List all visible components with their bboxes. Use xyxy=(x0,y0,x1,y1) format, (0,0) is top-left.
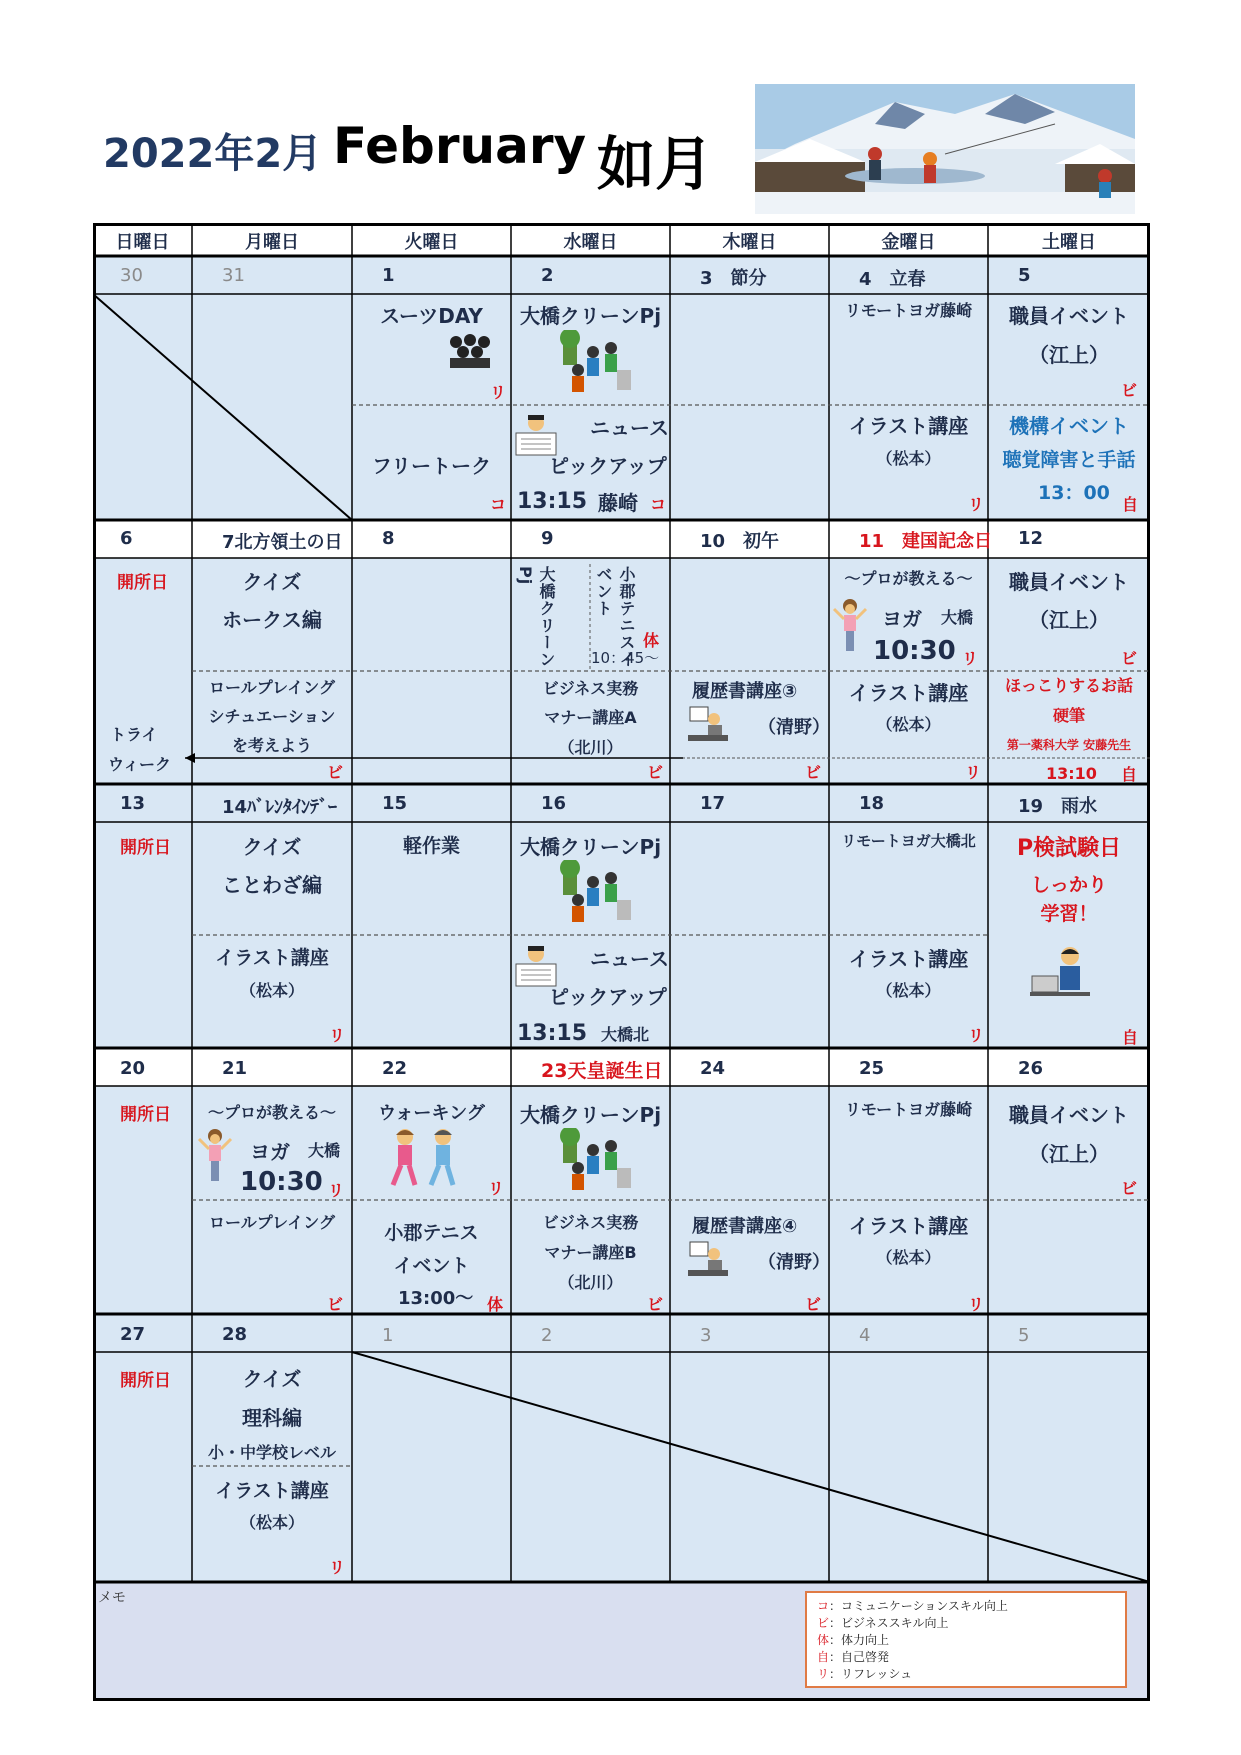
date-cell: 2 xyxy=(541,265,554,286)
event-time: 13:15 xyxy=(517,1021,588,1046)
event-instructor: （松本） xyxy=(876,1248,941,1267)
event-resume: 履歴書講座④ xyxy=(692,1216,798,1237)
mark-communication: コ xyxy=(650,495,667,514)
desk-worker-icon xyxy=(688,1240,728,1278)
date-cell: 30 xyxy=(120,265,143,286)
date-cell: 12 xyxy=(1018,528,1044,549)
event-ohashi-clean: 大橋クリーンPj xyxy=(519,835,662,859)
event-instructor: （清野） xyxy=(758,1252,830,1273)
open-day-label: 開所日 xyxy=(120,1371,171,1391)
title-year-month: 2022年2月 xyxy=(103,131,323,177)
mark-refresh: リ xyxy=(490,383,507,402)
date-cell: 20 xyxy=(120,1058,146,1079)
event-calligraphy: 硬筆 xyxy=(1052,706,1085,725)
mark-refresh: リ xyxy=(329,1558,346,1577)
event-time: 10:30 xyxy=(240,1167,323,1197)
event-remote-yoga: リモートヨガ藤崎 xyxy=(844,1100,973,1119)
title-english: February xyxy=(333,117,587,175)
event-roleplay: ロールプレイング xyxy=(209,1213,335,1232)
mark-business: ビ xyxy=(805,763,822,782)
mark-refresh: リ xyxy=(328,1181,345,1200)
weekday-tue: 火曜日 xyxy=(404,232,459,253)
event-yoga: ヨガ xyxy=(250,1140,290,1164)
event-quiz-topic: ことわざ編 xyxy=(222,873,322,897)
memo-label: メモ xyxy=(98,1590,126,1606)
desk-worker-icon xyxy=(688,705,728,743)
mark-business: ビ xyxy=(1121,381,1138,400)
event-staff: 職員イベント xyxy=(1009,304,1129,328)
date-cell: 2 xyxy=(541,1325,553,1346)
event-presenter: 大橋北 xyxy=(601,1025,650,1044)
event-org: 機構イベント xyxy=(1009,414,1129,438)
event-time: 13：00 xyxy=(1038,482,1110,504)
event-study-1: しっかり xyxy=(1030,874,1107,896)
date-cell: 21 xyxy=(222,1058,248,1079)
date-cell: 17 xyxy=(700,793,726,814)
date-cell: 25 xyxy=(859,1058,885,1079)
event-illustration: イラスト講座 xyxy=(848,1214,969,1238)
yoga-pose-icon xyxy=(832,597,868,653)
date-cell: 4 立春 xyxy=(859,269,926,290)
mark-business: ビ xyxy=(327,763,344,782)
date-cell: 24 xyxy=(700,1058,726,1079)
event-news: ニュース xyxy=(590,416,669,440)
event-illustration: イラスト講座 xyxy=(848,414,969,438)
event-instructor: （松本） xyxy=(239,981,304,1000)
event-time: 13:00～ xyxy=(398,1288,474,1309)
open-day-label: 開所日 xyxy=(120,838,171,858)
winter-scene-illustration xyxy=(755,84,1135,214)
mark-self-development: 自 xyxy=(1121,765,1138,784)
mark-refresh: リ xyxy=(968,495,985,514)
event-instructor: （松本） xyxy=(239,1513,304,1532)
mark-physical: 体 xyxy=(643,631,660,650)
event-roleplay-2: シチュエーション xyxy=(208,707,336,726)
event-instructor: （松本） xyxy=(876,715,941,734)
mark-refresh: リ xyxy=(962,649,979,668)
event-lecturer: 第一薬科大学 安藤先生 xyxy=(1006,738,1132,752)
date-cell: 15 xyxy=(382,793,408,814)
legend-item: 自：自己啓発 xyxy=(817,1650,890,1664)
event-pro-teaches: ～プロが教える～ xyxy=(207,1103,336,1122)
date-cell: 7北方領土の日 xyxy=(222,532,343,553)
date-cell: 5 xyxy=(1018,265,1031,286)
event-staff-name: （江上） xyxy=(1029,343,1109,367)
event-time: 13:10 xyxy=(1046,764,1097,783)
event-news: ニュース xyxy=(590,947,669,971)
legend-item: ビ：ビジネススキル向上 xyxy=(817,1616,949,1630)
event-tennis-2: イベント xyxy=(393,1255,470,1277)
laptop-study-icon xyxy=(1030,942,1092,1002)
event-ohashi-clean: 大橋クリーンPj xyxy=(519,1103,662,1127)
clean-activity-icon xyxy=(553,860,635,926)
weekday-thu: 木曜日 xyxy=(722,232,777,253)
date-cell: 27 xyxy=(120,1324,146,1345)
legend-item: コ：コミュニケーションスキル向上 xyxy=(817,1599,1008,1613)
event-staff-name: （江上） xyxy=(1029,1142,1109,1166)
date-cell: 9 xyxy=(541,528,554,549)
people-group-icon xyxy=(446,332,494,368)
date-cell: 3 xyxy=(700,1325,712,1346)
event-instructor: （北川） xyxy=(558,1273,623,1292)
event-ohashi-clean: 大橋クリーンPj xyxy=(519,304,662,328)
mark-business: ビ xyxy=(805,1295,822,1314)
mark-refresh: リ xyxy=(968,1295,985,1314)
event-quiz-topic: ホークス編 xyxy=(222,608,322,632)
weekday-sun: 日曜日 xyxy=(115,232,170,253)
event-walking: ウォーキング xyxy=(378,1103,485,1124)
date-cell: 19 雨水 xyxy=(1018,796,1098,817)
mark-business: ビ xyxy=(1121,1179,1138,1198)
date-cell: 10 初午 xyxy=(700,531,780,552)
date-cell: 26 xyxy=(1018,1058,1044,1079)
event-staff: 職員イベント xyxy=(1009,570,1129,594)
event-time: 10:30 xyxy=(873,636,956,666)
date-cell: 5 xyxy=(1018,1325,1030,1346)
weekday-sat: 土曜日 xyxy=(1042,232,1096,253)
trial-week-label-1: トライ xyxy=(110,725,158,744)
event-quiz: クイズ xyxy=(242,570,302,594)
event-remote-yoga: リモートヨガ大橋北 xyxy=(841,832,976,850)
clean-activity-icon xyxy=(553,1128,635,1194)
date-cell: 6 xyxy=(120,528,133,549)
clean-activity-icon xyxy=(553,330,635,396)
event-illustration: イラスト講座 xyxy=(848,681,969,705)
date-cell: 31 xyxy=(222,265,245,286)
event-manner-a: マナー講座A xyxy=(544,708,637,727)
mark-refresh: リ xyxy=(965,763,982,782)
date-cell-holiday: 11 建国記念日 xyxy=(859,531,993,552)
event-roleplay-3: を考えよう xyxy=(231,736,312,755)
event-suits-day: スーツDAY xyxy=(380,304,483,328)
mark-refresh: リ xyxy=(329,1026,346,1045)
weekday-fri: 金曜日 xyxy=(881,232,936,253)
event-illustration: イラスト講座 xyxy=(215,1480,329,1502)
event-staff: 職員イベント xyxy=(1009,1103,1129,1127)
event-illustration: イラスト講座 xyxy=(848,947,969,971)
trial-week-label-2: ウィーク xyxy=(108,755,172,774)
date-cell: 8 xyxy=(382,528,395,549)
mark-business: ビ xyxy=(327,1295,344,1314)
event-staff-name: （江上） xyxy=(1029,608,1109,632)
mark-physical: 体 xyxy=(487,1295,504,1314)
mark-self-development: 自 xyxy=(1122,1028,1139,1047)
event-instructor: （清野） xyxy=(758,717,830,738)
date-cell: 13 xyxy=(120,793,146,814)
event-sign-language: 聴覚障害と手話 xyxy=(1002,449,1136,471)
date-cell: 16 xyxy=(541,793,567,814)
event-remote-yoga: リモートヨガ藤崎 xyxy=(844,301,973,320)
date-cell: 1 xyxy=(382,1325,394,1346)
event-time: 10：45～ xyxy=(591,649,660,667)
event-quiz-level: 小・中学校レベル xyxy=(207,1443,336,1462)
date-cell: 1 xyxy=(382,265,395,286)
date-cell: 28 xyxy=(222,1324,248,1345)
yoga-pose-icon xyxy=(197,1127,233,1183)
open-day-label: 開所日 xyxy=(117,573,168,593)
event-location: 大橋 xyxy=(941,608,974,627)
event-presenter: 藤崎 xyxy=(598,491,638,515)
mark-refresh: リ xyxy=(488,1179,505,1198)
event-illustration: イラスト講座 xyxy=(215,947,329,969)
event-instructor: （北川） xyxy=(558,738,623,757)
event-instructor: （松本） xyxy=(876,981,941,1000)
event-ohashi-clean-vertical: 大橋クリーンPj xyxy=(516,566,556,668)
date-cell: 3 節分 xyxy=(700,268,767,289)
weekday-mon: 月曜日 xyxy=(245,232,299,253)
date-cell-holiday: 23天皇誕生日 xyxy=(541,1060,663,1082)
weekday-header-row xyxy=(93,226,1150,256)
mark-business: ビ xyxy=(1121,649,1138,668)
event-heartwarming-talk: ほっこりするお話 xyxy=(1004,676,1133,695)
legend-box xyxy=(805,1591,1127,1688)
event-manner-b: マナー講座B xyxy=(544,1243,637,1262)
event-pro-teaches: ～プロが教える～ xyxy=(844,569,973,588)
event-quiz: クイズ xyxy=(242,1367,302,1391)
weekday-wed: 水曜日 xyxy=(563,232,618,253)
event-p-exam: P検試験日 xyxy=(1016,836,1122,861)
open-day-label: 開所日 xyxy=(120,1105,171,1125)
date-cell: 4 xyxy=(859,1325,871,1346)
date-cell: 14ﾊﾞﾚﾝﾀｲﾝﾃﾞｰ xyxy=(222,797,338,818)
event-pickup: ピックアップ xyxy=(549,985,667,1009)
mark-business: ビ xyxy=(647,763,664,782)
legend-item: 体：体力向上 xyxy=(817,1633,890,1647)
legend-item: リ：リフレッシュ xyxy=(817,1667,913,1681)
mark-communication: コ xyxy=(490,495,507,514)
event-roleplay: ロールプレイング xyxy=(209,678,335,697)
event-quiz: クイズ xyxy=(242,835,302,859)
date-cell: 18 xyxy=(859,793,885,814)
event-study-2: 学習！ xyxy=(1040,903,1098,925)
event-business-manner: ビジネス実務 xyxy=(542,1213,639,1232)
event-tennis: 小郡テニス xyxy=(384,1222,479,1244)
date-cell: 22 xyxy=(382,1058,408,1079)
title-japanese: 如月 xyxy=(597,130,714,198)
mark-refresh: リ xyxy=(968,1026,985,1045)
event-pickup: ピックアップ xyxy=(549,454,667,478)
walking-people-icon xyxy=(383,1127,467,1187)
event-free-talk: フリートーク xyxy=(371,454,492,478)
event-tennis-vertical: 小郡テニスイベント xyxy=(594,566,636,668)
event-business-manner: ビジネス実務 xyxy=(542,679,639,698)
event-resume: 履歴書講座③ xyxy=(692,681,798,702)
event-quiz-topic: 理科編 xyxy=(242,1406,302,1430)
mark-self-development: 自 xyxy=(1122,495,1139,514)
mark-business: ビ xyxy=(647,1295,664,1314)
event-light-work: 軽作業 xyxy=(402,835,460,857)
event-time: 13:15 xyxy=(517,489,588,514)
event-instructor: （松本） xyxy=(876,449,941,468)
event-location: 大橋 xyxy=(308,1141,341,1160)
event-yoga: ヨガ xyxy=(882,607,922,631)
